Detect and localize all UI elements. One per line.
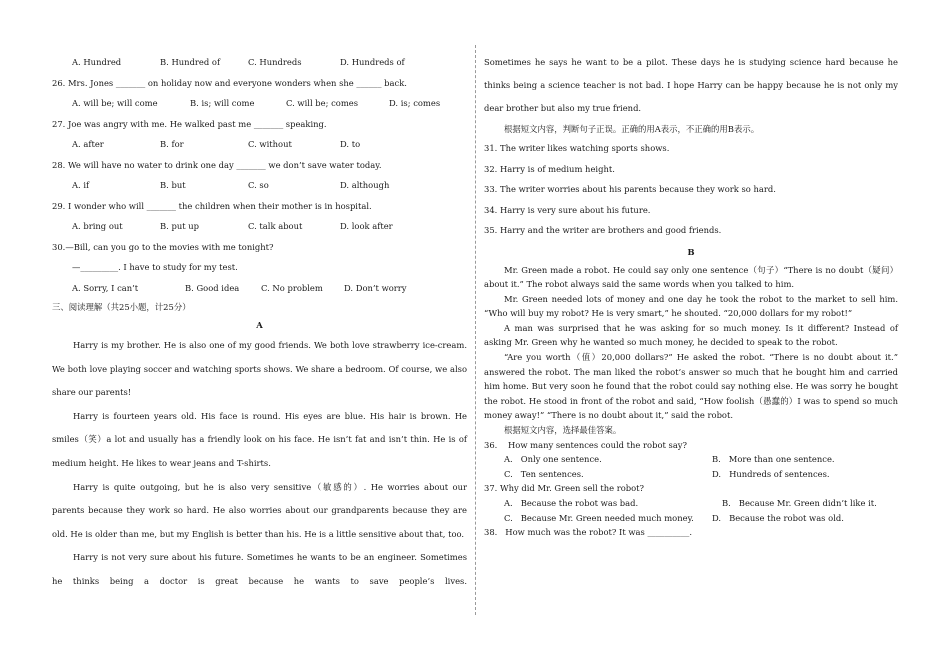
mc-instruction: 根据短文内容，选择最佳答案。 <box>504 425 622 436</box>
passage-b-paragraph-1: Mr. Green made a robot. He could say only one sentence（句子）“There is no doubt（疑问）about it.” The robot always said the same words when you talked to him. <box>484 264 898 290</box>
q37-option-b[interactable]: B. Because Mr. Green didn’t like it. <box>722 498 877 508</box>
q26-option-a[interactable]: A. will be; will come <box>72 98 158 108</box>
q28-options <box>52 175 467 196</box>
q36-option-b[interactable]: B. More than one sentence. <box>712 454 835 465</box>
q36-option-c[interactable]: C. Ten sentences. <box>504 468 584 479</box>
q25-option-a[interactable]: A. Hundred <box>72 57 122 67</box>
passage-a-continued: Sometimes he says he want to be a pilot. These days he is studying science hard because he thinks being a science teacher is not bad. I hope Harry can be happy because he is not only my dear brother but also my true friend. <box>484 57 898 113</box>
q28-option-d[interactable]: D. although <box>340 180 390 190</box>
q25-option-c[interactable]: C. Hundreds <box>248 57 302 67</box>
q37-option-a[interactable]: A. Because the robot was bad. <box>504 498 639 508</box>
passage-a-label: A <box>256 320 263 330</box>
passage-b-paragraph-2: Mr. Green needed lots of money and one day he took the robot to the market to sell him. “Who will buy my robot? He is very smart,” he shouted. “20,000 dollars for my robot!” <box>484 293 898 319</box>
question-38: 38. How much was the robot? It was __________. <box>484 527 693 538</box>
q37-options-row-1 <box>484 496 898 511</box>
q26-options <box>52 93 467 114</box>
question-34: 34. Harry is very sure about his future. <box>484 204 651 215</box>
q29-option-c[interactable]: C. talk about <box>248 221 303 231</box>
q27-option-b[interactable]: B. for <box>160 139 184 149</box>
section-title: 三、阅读理解（共25小题，计25分） <box>52 302 191 312</box>
q36-options-row-1 <box>484 452 898 467</box>
question-30: 30.—Bill, can you go to the movies with me tonight? <box>52 241 274 252</box>
question-29: 29. I wonder who will _______ the children when their mother is in hospital. <box>52 200 372 211</box>
q27-option-a[interactable]: A. after <box>72 139 104 149</box>
passage-a-paragraph-2: Harry is fourteen years old. His face is round. His eyes are blue. His hair is brown. He smiles（笑）a lot and usually has a friendly look on his face. He isn’t fat and isn’t thin. He is of medium height. He likes to wear jeans and T-shirts. <box>52 410 467 468</box>
tf-instruction: 根据短文内容，判断句子正误。正确的用A表示，不正确的用B表示。 <box>504 124 760 134</box>
question-37: 37. Why did Mr. Green sell the robot? <box>484 483 645 494</box>
q28-option-b[interactable]: B. but <box>160 180 186 190</box>
question-30-answer: —_________. I have to study for my test. <box>72 262 238 272</box>
q25-options <box>52 52 467 73</box>
q28-option-a[interactable]: A. if <box>72 180 90 190</box>
passage-b-label: B <box>687 246 695 257</box>
q27-options <box>52 134 467 155</box>
right-column <box>484 51 898 540</box>
q37-option-c[interactable]: C. Because Mr. Green needed much money. <box>504 512 694 523</box>
passage-b-paragraph-3: A man was surprised that he was asking for so much money. Is it different? Instead of asking Mr. Green why he wanted so much money, he decided to speak to the robot. <box>484 322 898 348</box>
q29-options <box>52 216 467 237</box>
q28-option-c[interactable]: C. so <box>248 180 269 190</box>
q29-option-b[interactable]: B. put up <box>160 221 200 231</box>
column-divider <box>475 45 476 615</box>
passage-a-paragraph-1: Harry is my brother. He is also one of my good friends. We both love strawberry ice-cream. We both love playing soccer and watching sports shows. We share a bedroom. Of course, we also share our parents! <box>52 340 467 398</box>
passage-b-paragraph-4: “Are you worth（值）20,000 dollars?” He asked the robot. “There is no doubt about it.” answered the robot. The man liked the robot’s answer so much that he bought him and carried him home. But very soon he found that the robot could say nothing else. He was sorry he bought the robot. He stood in front of the robot and said, “How foolish（愚蠢的）I was to spend so much money away!” “There is no doubt about it,” said the robot. <box>484 352 898 421</box>
q36-option-a[interactable]: A. Only one sentence. <box>504 454 602 465</box>
question-28: 28. We will have no water to drink one day _______ we don’t save water today. <box>52 159 382 170</box>
q27-option-c[interactable]: C. without <box>248 139 292 149</box>
q25-option-b[interactable]: B. Hundred of <box>160 57 221 67</box>
question-32: 32. Harry is of medium height. <box>484 163 615 174</box>
question-33: 33. The writer worries about his parents because they work so hard. <box>484 184 776 194</box>
q26-option-b[interactable]: B. is; will come <box>190 98 255 108</box>
q27-option-d[interactable]: D. to <box>340 139 361 149</box>
q30-option-a[interactable]: A. Sorry, I can’t <box>72 282 139 293</box>
q36-option-d[interactable]: D. Hundreds of sentences. <box>712 468 830 479</box>
passage-a-paragraph-4: Harry is not very sure about his future. Sometimes he wants to be an engineer. Sometimes he thinks being a doctor is great because he wants to save people’s lives. <box>52 552 467 586</box>
question-27: 27. Joe was angry with me. He walked past me _______ speaking. <box>52 118 327 129</box>
question-36: 36. How many sentences could the robot say? <box>484 439 688 450</box>
q26-option-d[interactable]: D. is; comes <box>389 98 441 108</box>
q25-option-d[interactable]: D. Hundreds of <box>340 57 405 67</box>
q36-options-row-2 <box>484 467 898 482</box>
q30-options <box>52 278 467 299</box>
question-26: 26. Mrs. Jones _______ on holiday now and everyone wonders when she ______ back. <box>52 77 407 88</box>
question-31: 31. The writer likes watching sports shows. <box>484 143 670 153</box>
left-column <box>52 52 467 594</box>
q30-option-c[interactable]: C. No problem <box>261 282 323 293</box>
q37-options-row-2 <box>484 511 898 526</box>
q29-option-d[interactable]: D. look after <box>340 221 393 231</box>
q26-option-c[interactable]: C. will be; comes <box>286 98 359 108</box>
q29-option-a[interactable]: A. bring out <box>72 221 123 231</box>
q30-option-d[interactable]: D. Don’t worry <box>344 282 407 293</box>
question-35: 35. Harry and the writer are brothers and good friends. <box>484 225 722 235</box>
q37-option-d[interactable]: D. Because the robot was old. <box>712 512 844 523</box>
q30-option-b[interactable]: B. Good idea <box>185 282 240 293</box>
passage-a-paragraph-3: Harry is quite outgoing, but he is also very sensitive（敏感的）. He worries about our parents because they work so hard. He also worries about our grandparents because they are old. He is older than me, but my English is better than his. He is a little sensitive about that, too. <box>52 481 467 539</box>
